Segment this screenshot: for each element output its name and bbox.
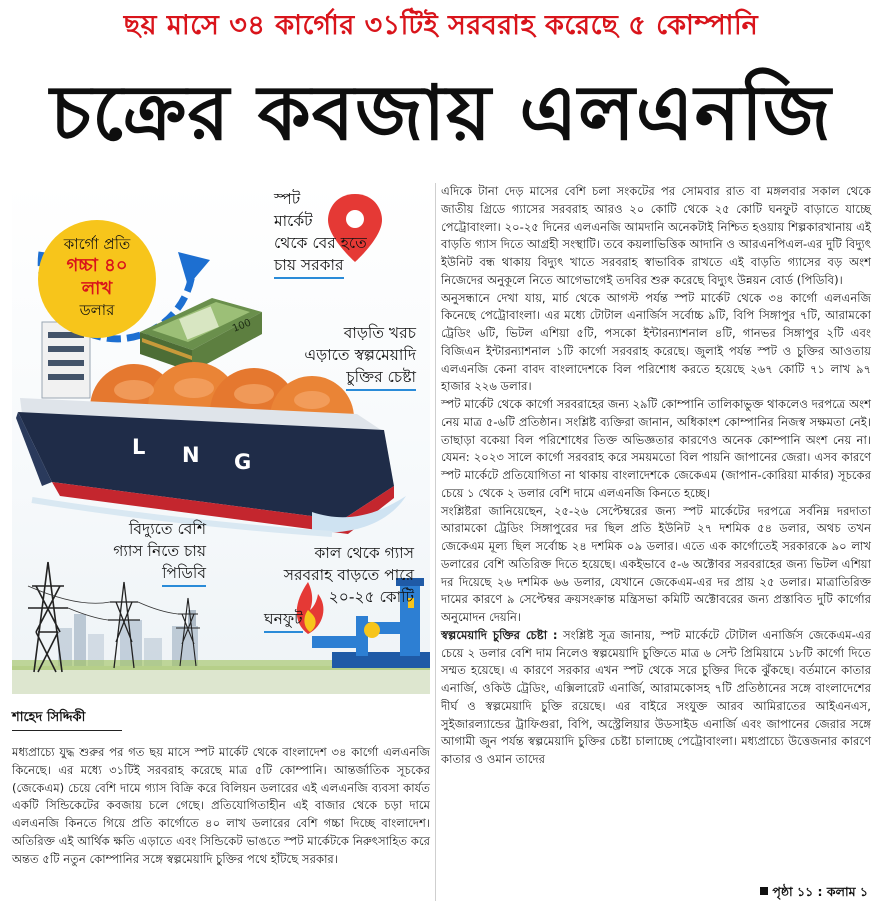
callout-pdb-line-3: পিডিবি <box>162 562 206 587</box>
callout-extra-cost <box>272 322 416 391</box>
badge-line-2: গচ্চা ৪০ <box>66 255 128 276</box>
right-column <box>441 183 871 769</box>
left-paragraph: মধ্যপ্রাচ্যে যুদ্ধ শুরুর পর গত ছয় মাসে স্পট মার্কেট থেকে বাংলাদেশ ৩৪ কার্গো এলএনজি কিনেছে। এর মধ্যে ৩১টিই সরবরাহ করেছে মাত্র ৫টি কোম্পানি। আন্তর্জাতিক সূচকের (জেকেএম) চেয়ে বেশি দামে গ্যাস বিক্রি করে বিলিয়ন ডলারের এই এলএনজি ব্যবসা কার্যত একটি সিন্ডিকেটের কবজায় চলে গেছে। প্রতিযোগিতাহীন এই বাজার থেকে চড়া দামে এলএনজি কিনতে গিয়ে প্রতি কার্গোতে ৪০ লাখ ডলারের বেশি গচ্চা দিচ্ছে বাংলাদেশ। অতিরিক্ত এই আর্থিক ক্ষতি এড়াতে এবং সিন্ডিকেট ভাঙতে স্পট মার্কেটকে নিরুৎসাহিত করে অন্তত ৫টি নতুন কোম্পানির সঙ্গে স্বল্পমেয়াদি চুক্তির পথে হাঁটছে সরকার। <box>12 745 430 866</box>
ship-letter-g: G <box>234 450 252 474</box>
callout-extra-cost-line-3: চুক্তির চেষ্টা <box>346 366 416 391</box>
callout-supply-increase <box>250 542 414 633</box>
callout-spot-line-4: চায় সরকার <box>274 254 344 279</box>
callout-extra-cost-line-1: বাড়তি খরচ <box>343 324 416 342</box>
right-paragraph-5-lead: স্বল্পমেয়াদি চুক্তির চেষ্টা : <box>441 627 558 642</box>
loss-per-cargo-badge <box>38 220 156 338</box>
right-paragraph-4 <box>441 503 871 627</box>
badge-line-3: লাখ <box>81 278 113 299</box>
right-paragraph-1-text: এদিকে টানা দেড় মাসের বেশি চলা সংকটের পর সোমবার রাত বা মঙ্গলবার সকাল থেকে জাতীয় গ্রিডে গ্যাসের সরবরাহ আরও ২০ কোটি থেকে ২৫ কোটি ঘনফুট বাড়াতে যাচ্ছে পেট্রোবাংলা। ২০-২৫ দিনের এলএনজি আমদানি অনেকটাই নিশ্চিত হওয়ায় শিল্পকারখানায় এই বাড়তি গ্যাস দিতে আগ্রহী সংস্থাটি। তবে কয়লাভিত্তিক আদানি ও আরএনপিএল-এর দুটি বিদ্যুৎ ইউনিট বন্ধ থাকায় বিদ্যুৎ খাতে সরবরাহ স্বাভাবিক রাখতে এই বাড়তি গ্যাসের বড় অংশ নিজেদের অনুকূলে নিতে আগেভাগেই তদবির শুরু করেছে বিদ্যুৎ উন্নয়ন বোর্ড (পিডিবি)। <box>441 184 871 287</box>
callout-pdb-line-2: গ্যাস নিতে চায় <box>113 542 206 560</box>
square-bullet-icon <box>760 887 768 895</box>
callout-supply-line-4: ঘনফুট <box>264 608 303 633</box>
callout-supply-line-1: কাল থেকে গ্যাস <box>314 544 414 562</box>
continued-page-reference <box>760 884 868 904</box>
ship-letter-l: L <box>132 435 146 459</box>
right-paragraph-5-text: সংশ্লিষ্ট সূত্র জানায়, স্পট মার্কেটে টোটাল এনার্জিস জেকেএম-এর চেয়ে ২ ডলার বেশি দাম নিলেও স্বল্পমেয়াদি চুক্তিতে মাত্র ৬ সেন্ট প্রিমিয়ামে ১৮টি কার্গো দিতে সম্মত হয়েছে। এ কারণে সরকার এখন স্পট থেকে সরে চুক্তির দিকে ঝুঁকছে। বর্তমানে কাতার এনার্জি, ওকিউ ট্রেডিং, এক্সিলারেট এনার্জি, আরামকোসহ ৭টি প্রতিষ্ঠানের সঙ্গে বাংলাদেশের দীর্ঘ ও স্বল্পমেয়াদি চুক্তি রয়েছে। এর বাইরে সংযুক্ত আরব আমিরাতের আইএনএস, সুইজারল্যান্ডের ট্রাফিগুরা, বিপি, অস্ট্রেলিয়ার উডসাইড এনার্জি এবং জাপানের জেরার সঙ্গে আগামী জুন পর্যন্ত স্বল্পমেয়াদি চুক্তির চেষ্টা চালাচ্ছে পেট্রোবাংলা। মধ্যপ্রাচ্যে উত্তেজনার কারণে কাতার ও ওমান তাদের <box>441 627 871 766</box>
badge-line-4: ডলার <box>79 301 115 319</box>
banknote-value: 100 <box>231 317 253 335</box>
callout-exit-spot-market <box>274 188 367 279</box>
callout-supply-line-3: ২০-২৫ কোটি <box>328 588 414 606</box>
column-divider <box>435 183 436 901</box>
banknote-stack-icon <box>140 298 262 372</box>
ship-letter-n: N <box>182 443 200 467</box>
right-paragraph-3 <box>441 396 871 503</box>
right-paragraph-3-text: স্পট মার্কেট থেকে কার্গো সরবরাহের জন্য ২৯টি কোম্পানি তালিকাভুক্ত থাকলেও দরপত্রে অংশ নেয় মাত্র ৫-৬টি প্রতিষ্ঠান। সংশ্লিষ্ট ব্যক্তিরা জানান, অধিকাংশ কোম্পানির নিজস্ব সক্ষমতা নেই। তাছাড়া বকেয়া বিল পরিশোধের তিক্ত অভিজ্ঞতার কারণেও অনেক কোম্পানি অংশ নেয় না। যেমন: ২০২৩ সালে কার্গো সরবরাহ করে সময়মতো বিল পায়নি জাপানের জেরা। এসব কারণে স্পট মার্কেটে প্রতিযোগিতা না থাকায় বাংলাদেশকে জেকেএম (জাপান-কোরিয়া মার্কার) সূচকের চেয়ে ১ থেকে ২ ডলার বেশি দামে এলএনজি কিনতে হচ্ছে। <box>441 397 871 500</box>
main-headline: চক্রের কবজায় এলএনজি <box>50 68 832 157</box>
byline: শাহেদ সিদ্দিকী <box>12 706 122 731</box>
callout-extra-cost-line-2: এড়াতে স্বল্পমেয়াদি <box>304 346 416 364</box>
callout-pdb-line-1: বিদ্যুতে বেশি <box>128 520 206 538</box>
right-paragraph-5 <box>441 627 871 769</box>
kicker-headline: ছয় মাসে ৩৪ কার্গোর ৩১টিই সরবরাহ করেছে ৫ কোম্পানি <box>123 10 759 41</box>
badge-line-1: কার্গো প্রতি <box>63 235 131 253</box>
callout-spot-line-2: মার্কেট <box>274 212 313 230</box>
page-reference-text: পৃষ্ঠা ১১ : কলাম ১ <box>772 884 868 899</box>
right-paragraph-1 <box>441 183 871 290</box>
callout-supply-line-2: সরবরাহ বাড়তে পারে <box>283 566 414 584</box>
callout-pdb <box>86 518 206 587</box>
right-paragraph-4-text: সংশ্লিষ্টরা জানিয়েছেন, ২৫-২৬ সেপ্টেম্বরের জন্য স্পট মার্কেটের দরপত্রে সর্বনিম্ন দরদাতা আরামকো ট্রেডিং সিঙ্গাপুরের দর ছিল প্রতি ইউনিট ২৭ দশমিক ৫৪ ডলার, অথচ তখন জেকেএম মূল্য ছিল সর্বোচ্চ ২৪ দশমিক ০৯ ডলার। এতে এক কার্গোতেই সরকারকে ৯০ লাখ ডলারের বেশি অতিরিক্ত দিতে হয়েছে। একইভাবে ৫-৬ অক্টোবর সরবরাহের জন্য ভিটল এশিয়া দর দিয়েছে ২৬ দশমিক ৬৬ ডলার, যেখানে জেকেএম-এর দর প্রায় ২৫ ডলার। মাত্রাতিরিক্ত দামের কারণে ৯ সেপ্টেম্বর ক্রয়সংক্রান্ত মন্ত্রিসভা কমিটি অক্টোবরের জন্য প্রস্তাবিত দুটি কার্গোর অনুমোদন দেয়নি। <box>441 503 871 624</box>
ground <box>12 666 430 694</box>
lng-illustration <box>12 182 430 694</box>
callout-spot-line-1: স্পট <box>274 190 301 208</box>
right-paragraph-2-text: অনুসন্ধানে দেখা যায়, মার্চ থেকে আগস্ট পর্যন্ত স্পট মার্কেট থেকে ৩৪ কার্গো এলএনজি কিনেছে পেট্রোবাংলা। এর মধ্যে টোটাল এনার্জিস সর্বোচ্চ ৯টি, বিপি সিঙ্গাপুর ৭টি, আরামকো ট্রেডিং ৬টি, ভিটল এশিয়া ৫টি, পসকো ইন্টারন্যাশনাল ৪টি, গানভর সিঙ্গাপুর ২টি এবং বিজিএন ইন্টারন্যাশনাল ১টি কার্গো সরবরাহ করেছে। জুলাই পর্যন্ত স্পট ও চুক্তির আওতায় এলএনজি কেনা বাবদ বাংলাদেশকে বিল পরিশোধ করতে হয়েছে ২৬৭ কোটি ৭১ লাখ ৯৭ হাজার ২২৬ ডলার। <box>441 290 871 394</box>
callout-spot-line-3: থেকে বের হতে <box>274 234 367 252</box>
left-column <box>12 744 430 868</box>
right-paragraph-2 <box>441 290 871 397</box>
